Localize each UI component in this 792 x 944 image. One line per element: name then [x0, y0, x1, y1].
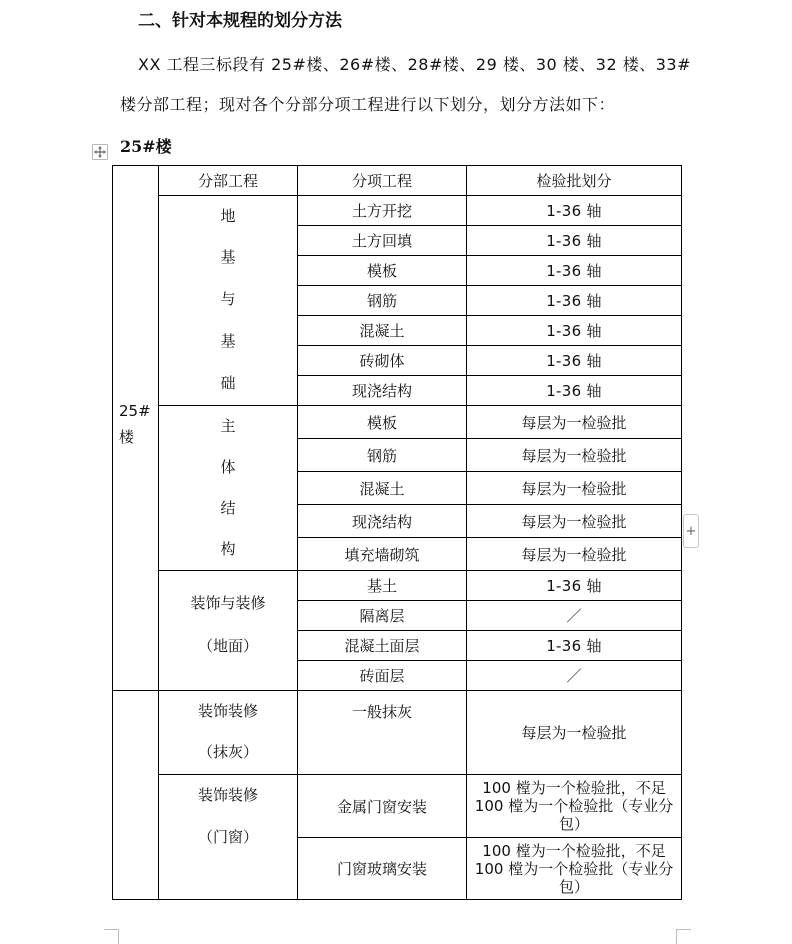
table-cell-item: 填充墙砌筑 [298, 538, 467, 571]
intro-paragraph-line1: XX 工程三标段有 25#楼、26#楼、28#楼、29 楼、30 楼、32 楼、33# [138, 55, 691, 74]
building-heading: 25#楼 [120, 137, 172, 156]
table-cell-item: 门窗玻璃安装 [298, 838, 467, 900]
division-label-line2: （门窗） [197, 828, 258, 846]
table-cell-batch: 每层为一检验批 [467, 472, 682, 505]
table-cell-item: 钢筋 [298, 286, 467, 316]
header-division: 分部工程 [159, 166, 298, 196]
division-plaster [159, 691, 298, 775]
table-cell-item: 基土 [298, 571, 467, 601]
division-label-line2: （抹灰） [197, 742, 258, 761]
division-char: 基 [220, 332, 236, 350]
division-structure [159, 406, 298, 571]
table-cell-item: 混凝土 [298, 316, 467, 346]
division-char: 体 [220, 458, 236, 476]
table-cell-batch: 1-36 轴 [467, 226, 682, 256]
batch-line: 包） [558, 877, 589, 896]
division-floor-finish [159, 571, 298, 691]
header-batch: 检验批划分 [467, 166, 682, 196]
division-label-line1: 装饰与装修 [190, 593, 266, 612]
table-cell-batch: 每层为一检验批 [467, 406, 682, 439]
table-cell-item: 金属门窗安装 [298, 775, 467, 838]
table-cell-item: 混凝土面层 [298, 631, 467, 661]
table-cell-batch: 1-36 轴 [467, 316, 682, 346]
table-cell-batch: 1-36 轴 [467, 256, 682, 286]
division-char: 与 [220, 290, 236, 308]
table-cell-batch [467, 775, 682, 838]
building-label-cell-blank [113, 691, 159, 900]
table-cell-item: 土方回填 [298, 226, 467, 256]
table-cell-item: 模板 [298, 256, 467, 286]
table-cell-batch: ／ [467, 601, 682, 631]
move-arrows-icon [94, 146, 106, 158]
division-char: 结 [220, 499, 236, 517]
table-cell-item: 模板 [298, 406, 467, 439]
page-corner-mark [676, 929, 691, 944]
table-cell-item: 一般抹灰 [298, 691, 467, 775]
batch-line: 100 樘为一个检验批，不足 [482, 779, 666, 797]
table-move-handle[interactable] [92, 144, 108, 160]
table-cell-item: 现浇结构 [298, 505, 467, 538]
table-cell-batch: 1-36 轴 [467, 571, 682, 601]
batch-line: 100 樘为一个检验批，不足 [482, 841, 666, 860]
table-cell-batch: 每层为一检验批 [467, 439, 682, 472]
division-label-line1: 装饰装修 [197, 786, 258, 804]
division-table [112, 165, 682, 900]
section-heading: 二、针对本规程的划分方法 [138, 11, 342, 31]
table-cell-batch: 每层为一检验批 [467, 691, 682, 775]
table-cell-item: 现浇结构 [298, 376, 467, 406]
division-label-line1: 装饰装修 [197, 701, 258, 720]
table-cell-item: 隔离层 [298, 601, 467, 631]
table-cell-batch: 每层为一检验批 [467, 538, 682, 571]
plus-icon: + [685, 523, 697, 539]
table-cell-batch: ／ [467, 661, 682, 691]
batch-line: 100 樘为一个检验批（专业分 [474, 797, 674, 815]
table-cell-item: 混凝土 [298, 472, 467, 505]
building-label-line1: 25# [119, 402, 151, 420]
building-label-line2: 楼 [119, 428, 135, 446]
table-cell-batch: 每层为一检验批 [467, 505, 682, 538]
division-foundation [159, 196, 298, 406]
division-char: 基 [220, 248, 236, 266]
table-cell-item: 砖面层 [298, 661, 467, 691]
division-char: 础 [220, 374, 236, 392]
division-char: 主 [220, 417, 236, 435]
table-cell-batch: 1-36 轴 [467, 346, 682, 376]
table-cell-batch: 1-36 轴 [467, 631, 682, 661]
intro-paragraph-line2: 楼分部工程；现对各个分部分项工程进行以下划分，划分方法如下： [120, 95, 616, 114]
table-cell-item: 土方开挖 [298, 196, 467, 226]
page-corner-mark [104, 929, 119, 944]
batch-line: 包） [558, 815, 589, 833]
table-cell-item: 砖砌体 [298, 346, 467, 376]
division-doors [159, 775, 298, 900]
table-cell-batch: 1-36 轴 [467, 196, 682, 226]
table-cell-batch: 1-36 轴 [467, 286, 682, 316]
header-subdivision: 分项工程 [298, 166, 467, 196]
table-cell-batch [467, 838, 682, 900]
building-label-cell [113, 166, 159, 691]
division-char: 地 [220, 207, 236, 225]
table-add-row-button[interactable] [683, 514, 699, 548]
table-cell-batch: 1-36 轴 [467, 376, 682, 406]
batch-line: 100 樘为一个检验批（专业分 [474, 859, 674, 878]
division-char: 构 [220, 540, 236, 558]
table-cell-item: 钢筋 [298, 439, 467, 472]
division-label-line2: （地面） [197, 636, 258, 655]
